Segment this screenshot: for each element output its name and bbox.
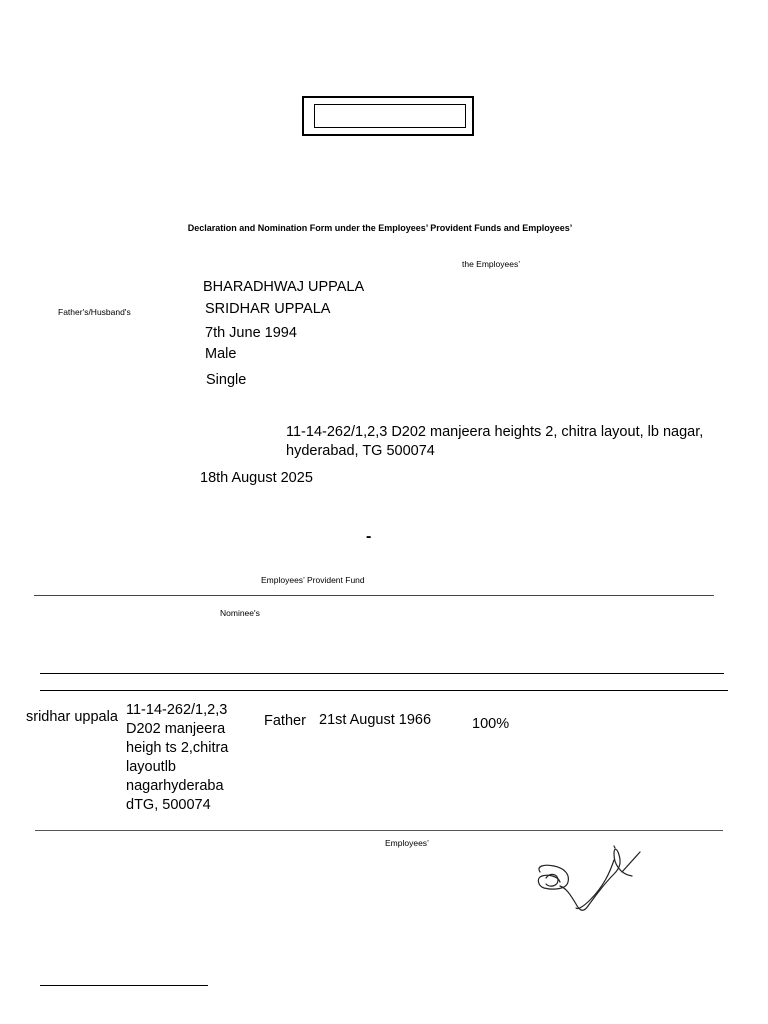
subtitle-fragment: the Employees’ <box>462 259 521 269</box>
nominee-label: Nominee's <box>220 608 260 618</box>
nominee-date-of-birth: 21st August 1966 <box>319 712 432 728</box>
separator-dash: - <box>366 528 372 545</box>
nominee-address: 11-14-262/1,2,3 D202 manjeera heigh ts 2,chitra layoutlb nagarhyderaba dTG, 500074 <box>126 702 229 813</box>
member-sex: Male <box>205 346 237 362</box>
table-rule-top <box>40 673 724 674</box>
member-date-of-birth: 7th June 1994 <box>205 325 297 341</box>
nominee-share: 100% <box>472 716 510 732</box>
nominee-name: sridhar uppala <box>26 709 118 725</box>
form-number-box <box>302 96 474 136</box>
section-title: Employees’ Provident Fund <box>261 575 365 585</box>
member-address: 11-14-262/1,2,3 D202 manjeera heights 2, chitra layout, lb nagar, hyderabad, TG 500074 <box>286 424 704 459</box>
footer-employees-label: Employees’ <box>385 838 429 848</box>
member-date-of-joining: 18th August 2025 <box>200 470 313 486</box>
form-number-inner-box <box>314 104 466 128</box>
member-name: BHARADHWAJ UPPALA <box>203 279 365 295</box>
section-rule <box>34 595 714 596</box>
form-title: Declaration and Nomination Form under the Employees’ Provident Funds and Employees’ <box>187 223 573 233</box>
member-marital-status: Single <box>206 372 247 388</box>
father-husband-name: SRIDHAR UPPALA <box>205 301 331 317</box>
nominee-relationship: Father <box>264 713 306 729</box>
table-rule-bottom <box>35 830 723 831</box>
table-rule-header <box>40 690 728 691</box>
signature-line <box>40 985 208 986</box>
handwritten-signature-icon <box>530 842 650 917</box>
father-husband-label: Father's/Husband's <box>58 307 131 317</box>
